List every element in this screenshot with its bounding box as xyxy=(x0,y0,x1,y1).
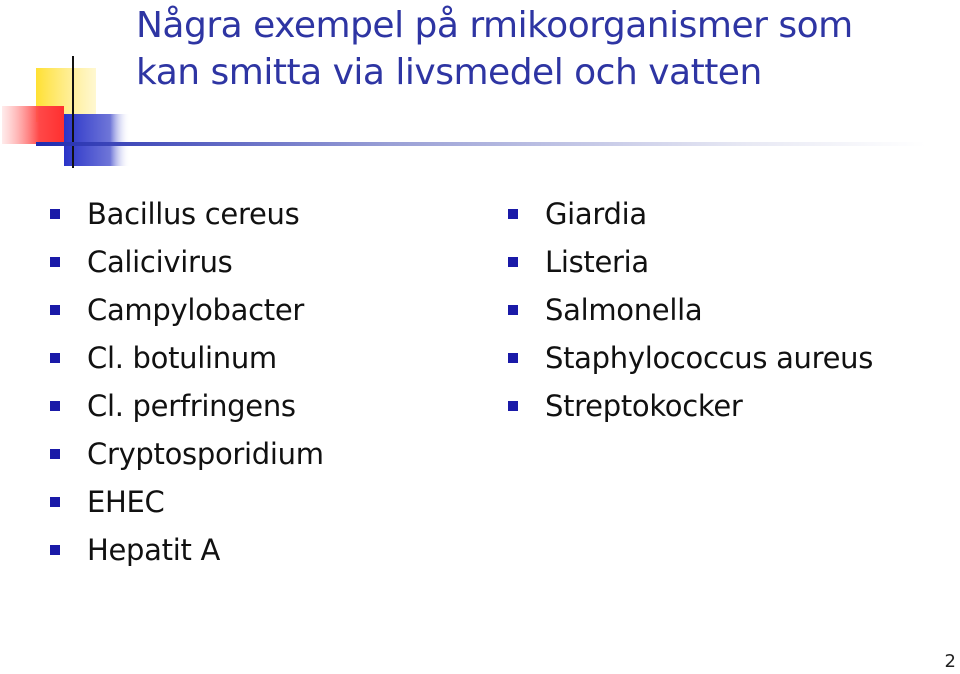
title-line-2: kan smitta via livsmedel och vatten xyxy=(136,52,762,93)
list-item-label: Calicivirus xyxy=(87,245,233,279)
square-bullet-icon xyxy=(50,257,60,267)
list-item-label: EHEC xyxy=(87,485,165,519)
square-bullet-icon xyxy=(508,401,518,411)
list-item xyxy=(50,334,480,382)
square-bullet-icon xyxy=(508,209,518,219)
list-item-label: Listeria xyxy=(545,245,649,279)
page-number: 2 xyxy=(944,651,956,672)
list-item xyxy=(508,238,948,286)
square-bullet-icon xyxy=(50,305,60,315)
square-bullet-icon xyxy=(50,401,60,411)
list-item xyxy=(50,478,480,526)
list-item xyxy=(508,286,948,334)
list-item xyxy=(50,286,480,334)
left-bullet-list xyxy=(50,190,480,574)
logo-decoration xyxy=(0,0,140,175)
square-bullet-icon xyxy=(50,353,60,363)
list-item-label: Cl. botulinum xyxy=(87,341,277,375)
square-bullet-icon xyxy=(50,449,60,459)
list-item-label: Campylobacter xyxy=(87,293,304,327)
list-item-label: Giardia xyxy=(545,197,647,231)
list-item xyxy=(50,238,480,286)
list-item xyxy=(50,382,480,430)
square-bullet-icon xyxy=(50,209,60,219)
list-item-label: Cryptosporidium xyxy=(87,437,324,471)
list-item-label: Staphylococcus aureus xyxy=(545,341,874,375)
square-bullet-icon xyxy=(508,305,518,315)
title-line-1: Några exempel på rmikoorganismer som xyxy=(136,5,853,46)
square-bullet-icon xyxy=(50,545,60,555)
list-item xyxy=(50,526,480,574)
title-divider xyxy=(36,142,926,146)
page-title xyxy=(136,2,946,96)
right-bullet-list xyxy=(508,190,948,430)
list-item-label: Cl. perfringens xyxy=(87,389,296,423)
square-bullet-icon xyxy=(50,497,60,507)
list-item-label: Bacillus cereus xyxy=(87,197,300,231)
list-item xyxy=(508,190,948,238)
square-bullet-icon xyxy=(508,353,518,363)
list-item xyxy=(508,382,948,430)
list-item xyxy=(50,430,480,478)
list-item-label: Streptokocker xyxy=(545,389,743,423)
list-item-label: Hepatit A xyxy=(87,533,220,567)
list-item-label: Salmonella xyxy=(545,293,703,327)
square-bullet-icon xyxy=(508,257,518,267)
list-item xyxy=(508,334,948,382)
list-item xyxy=(50,190,480,238)
